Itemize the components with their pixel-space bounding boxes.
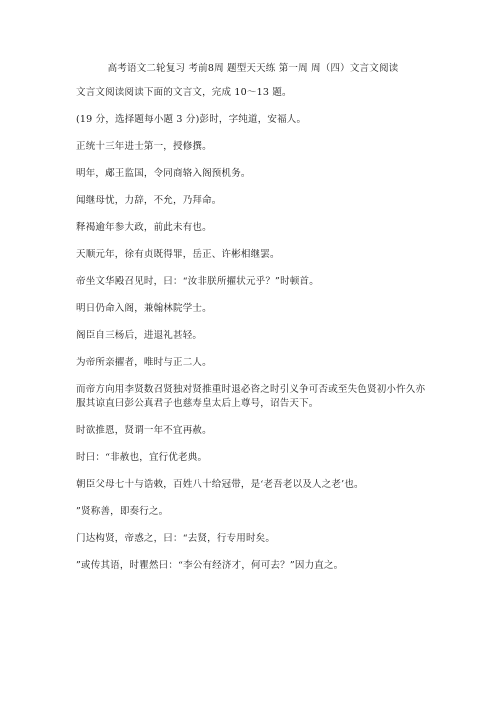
paragraph: 明日仍命入阁，兼翰林院学士。 — [76, 303, 212, 314]
paragraph: 文言文阅读阅读下面的文言文，完成 10～13 题。 — [76, 87, 292, 98]
paragraph: 明年，郕王监国，令同商辂入阁预机务。 — [76, 168, 251, 179]
paragraph: 正统十三年进士第一，授修撰。 — [76, 141, 212, 152]
paragraph: 门达构贤，帝惑之，曰：“去贤，行专用时矣。 — [76, 533, 276, 544]
paragraph: (19 分，选择题每小题 3 分)彭时，字纯道，安福人。 — [76, 114, 307, 125]
paragraph: ”贤称善，即奏行之。 — [76, 506, 169, 517]
paragraph: 而帝方向用李贤数召贤独对贤推重时退必咨之时引义争可否或至失色贤初小忤久亦服其谅直曰彭公真君子也慈寿皇太后上尊号，诏告天下。 — [76, 384, 426, 409]
paragraph: 天顺元年，徐有贞既得罪，岳正、许彬相继罢。 — [76, 249, 280, 260]
paragraph: 时曰：“非赦也，宜行优老典。 — [76, 452, 208, 463]
paragraph: 闻继母忧，力辞，不允，乃拜命。 — [76, 195, 222, 206]
paragraph: ”或传其语，时瞿然曰：“李公有经济才，何可去？”因力直之。 — [76, 560, 344, 571]
document-title: 高考语文二轮复习 考前8周 题型天天练 第一周 周（四）文言文阅读 — [107, 63, 399, 74]
paragraph: 帝坐文华殿召见时，曰：“汝非朕所擢状元乎？”时顿首。 — [76, 276, 319, 287]
paragraph: 释褐逾年参大政，前此未有也。 — [76, 222, 212, 233]
paragraph: 阁臣自三杨后，进退礼甚轻。 — [76, 330, 203, 341]
paragraph: 为帝所亲擢者，唯时与正二人。 — [76, 357, 212, 368]
paragraph: 朝臣父母七十与诰敕，百姓八十给冠带，是‘老吾老以及人之老’也。 — [76, 479, 364, 490]
paragraph: 时欲推恩，贤谓一年不宜再赦。 — [76, 425, 212, 436]
